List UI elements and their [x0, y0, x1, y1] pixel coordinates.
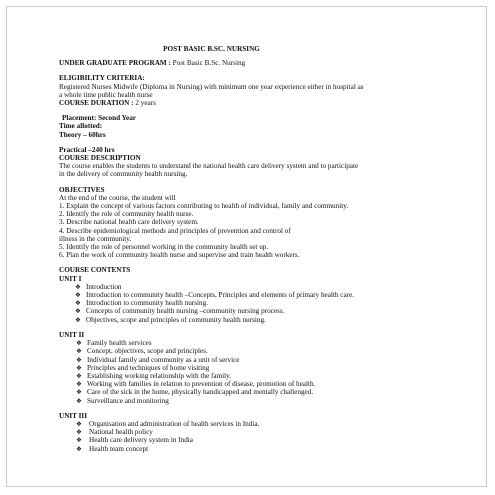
list-item: [59, 299, 459, 307]
diamond-bullet-icon: ❖: [75, 282, 81, 291]
diamond-bullet-icon: ❖: [76, 396, 82, 405]
diamond-bullet-icon: ❖: [76, 339, 82, 348]
list-item: [59, 380, 459, 388]
list-item-text: Care of the sick in the home, physically handicapped and mentally challenged.: [87, 388, 314, 397]
list-item-text: Surveillance and monitoring: [87, 396, 169, 405]
unit-2-label: UNIT II: [59, 330, 85, 339]
diamond-bullet-icon: ❖: [76, 363, 82, 372]
document-content: [59, 45, 459, 453]
diamond-bullet-icon: ❖: [76, 444, 82, 453]
list-item-text: Family health services: [87, 339, 152, 348]
list-item-text: Introduction to community health –Concepts, Principles and elements of primary health care.: [86, 291, 355, 300]
list-item: [59, 356, 459, 364]
unit-3-section: [59, 412, 459, 453]
duration-label: COURSE DURATION :: [59, 99, 134, 108]
list-item-text: Principles and techniques of home visiting: [87, 363, 210, 372]
eligibility-heading: ELIGIBILITY CRITERIA:: [59, 74, 145, 83]
duration-line: [59, 99, 459, 107]
list-item-text: Health care delivery system in India: [89, 436, 193, 445]
list-item-text: Establishing working relationship with the family.: [87, 371, 232, 380]
objective-line: 2. Identify the role of community health nurse.: [59, 210, 194, 219]
unit-1-label: UNIT I: [59, 274, 82, 283]
diamond-bullet-icon: ❖: [75, 291, 81, 300]
list-item-text: Concepts of community health nursing –community nursing process.: [86, 307, 285, 316]
list-item-text: Health team concept: [89, 444, 149, 453]
theory-hours: Theory – 60hrs: [59, 130, 106, 139]
course-contents-heading: COURSE CONTENTS: [59, 266, 131, 275]
objective-line: illness in the community.: [59, 234, 132, 243]
list-item: [59, 388, 459, 396]
program-line: [59, 59, 459, 67]
unit-1-section: [59, 275, 459, 324]
diamond-bullet-icon: ❖: [76, 355, 82, 364]
program-label: UNDER GRADUATE PROGRAM :: [59, 59, 171, 68]
document-title: POST BASIC B.SC. NURSING: [163, 45, 260, 53]
list-item-text: Individual family and community as a unit of service: [87, 355, 240, 364]
list-item: [59, 347, 459, 355]
time-allotted-line: Time allotted:: [59, 122, 103, 131]
list-item-text: Working with families in relation to prevention of disease, promotion of health.: [87, 380, 316, 389]
list-item: [59, 283, 459, 291]
list-item-text: National health policy: [89, 428, 153, 437]
course-description-text-2: in the delivery of community health nursing.: [59, 170, 188, 179]
course-description-text-1: The course enables the students to understand the national health care delivery system and to participate: [59, 162, 359, 171]
placement-line: Placement: Second Year: [62, 114, 136, 123]
list-item: [59, 397, 459, 405]
list-item: [59, 291, 459, 299]
practical-hours: Practical –240 hrs: [59, 145, 115, 154]
list-item: [59, 307, 459, 315]
diamond-bullet-icon: ❖: [75, 315, 81, 324]
diamond-bullet-icon: ❖: [76, 371, 82, 380]
list-item: [59, 372, 459, 380]
objectives-heading: OBJECTIVES: [59, 185, 105, 194]
list-item: [59, 364, 459, 372]
diamond-bullet-icon: ❖: [75, 307, 81, 316]
diamond-bullet-icon: ❖: [76, 388, 82, 397]
objective-line: At the end of the course, the student will: [59, 193, 176, 202]
list-item: [59, 445, 459, 453]
list-item: [59, 428, 459, 436]
objective-line: 5. Identify the role of personnel working in the community health set up.: [59, 243, 269, 252]
unit-2-section: [59, 331, 459, 405]
unit-3-label: UNIT III: [59, 411, 88, 420]
diamond-bullet-icon: ❖: [76, 347, 82, 356]
list-item-text: Introduction to community health nursing.: [86, 299, 208, 308]
diamond-bullet-icon: ❖: [76, 436, 82, 445]
eligibility-text-2: a whole time public health nurse: [59, 90, 153, 99]
list-item: [59, 436, 459, 444]
list-item-text: Organisation and administration of health services in India.: [89, 419, 260, 428]
list-item: [59, 339, 459, 347]
objective-line: 6. Plan the work of community health nurse and supervise and train health workers.: [59, 251, 300, 260]
list-item-text: Objectives, scope and principles of community health nursing.: [86, 315, 266, 324]
diamond-bullet-icon: ❖: [76, 428, 82, 437]
objective-line: 3. Describe national health care delivery system.: [59, 218, 199, 227]
list-item: [59, 316, 459, 324]
diamond-bullet-icon: ❖: [76, 419, 82, 428]
document-page: [6, 6, 487, 487]
diamond-bullet-icon: ❖: [76, 380, 82, 389]
list-item-text: Concept, objectives, scope and principles.: [87, 347, 208, 356]
program-value: Post Basic B.Sc. Nursing: [170, 59, 246, 68]
course-description-heading: COURSE DESCRIPTION: [59, 154, 141, 163]
objective-line: 1. Explain the concept of various factors contributing to health of individual, family and community.: [59, 202, 349, 211]
diamond-bullet-icon: ❖: [75, 299, 81, 308]
duration-value: 2 years: [133, 99, 156, 108]
list-item-text: Introduction: [86, 282, 122, 291]
objective-line: 4. Describe epidemiological methods and principles of prevention and control of: [59, 226, 291, 235]
eligibility-text-1: Registered Nurses Midwife (Diploma in Nursing) with minimum one year experience either in hospital as: [59, 82, 364, 91]
list-item: [59, 420, 459, 428]
